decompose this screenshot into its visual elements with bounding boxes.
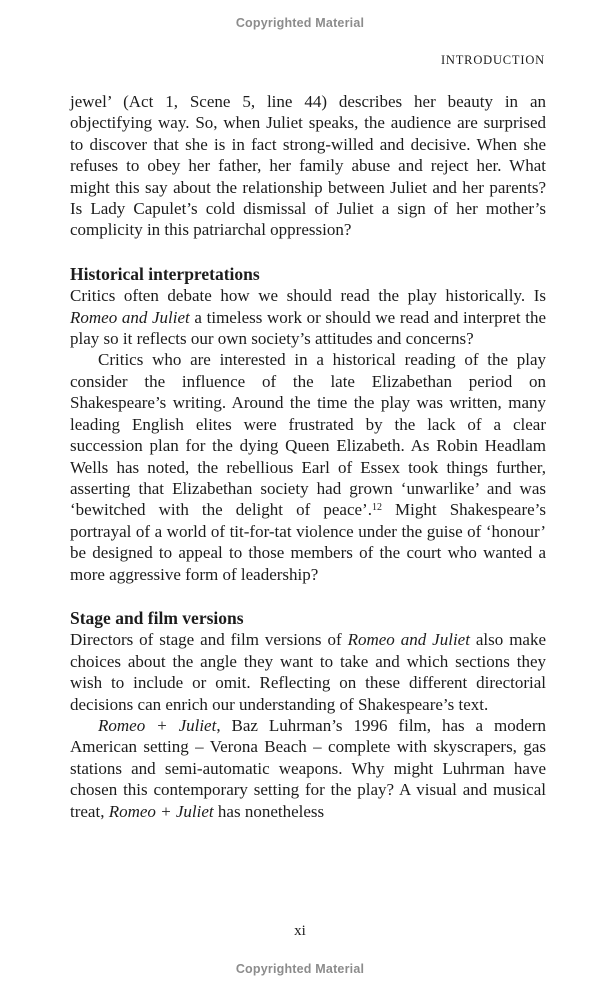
footnote-reference-12: 12	[371, 502, 382, 514]
page-body-text	[70, 91, 546, 822]
film-title-romeo-plus-juliet: Romeo + Juliet	[98, 715, 217, 735]
paragraph-text: Might Shakespeare’s portrayal of a world of tit-for-tat violence under the guise of ‘honour’ be designed to appeal to those members of the court who wanted a more aggressive form of leadership?	[70, 500, 546, 584]
section-heading-stage-and-film-versions: Stage and film versions	[70, 607, 244, 628]
running-head-introduction: INTRODUCTION	[440, 53, 545, 67]
copyright-notice-top: Copyrighted Material	[235, 16, 365, 30]
paragraph-text: Critics who are interested in a historical reading of the play consider the influence of the late Elizabethan period on Shakespeare’s writing. Around the time the play was written, many leading English elites were frustrated by the lack of a clear succession plan for the dying Queen Elizabeth. As Robin Headlam Wells has noted, the rebellious Earl of Essex took things further, asserting that Elizabethan society had grown ‘unwarlike’ and was ‘bewitched with the delight of peace’.	[70, 350, 546, 520]
paragraph-text: , Baz Luhrman’s 1996 film, has a modern American setting – Verona Beach – complete with skyscrapers, gas stations and semi-automatic weapons. Why might Luhrman have chosen this contemporary setting for the play? A visual and musical treat,	[70, 715, 546, 821]
paragraph-text: Critics often debate how we should read the play historically. Is	[70, 286, 546, 306]
page-number: xi	[294, 923, 306, 939]
paragraph-text: a timeless work or should we read and interpret the play so it reflects our own society’s attitudes and concerns?	[70, 307, 546, 349]
paragraph-text: jewel’ (Act 1, Scene 5, line 44) describes her beauty in an objectifying way. So, when Juliet speaks, the audience are surprised to discover that she is in fact strong-willed and decisive. When she refuses to obey her father, her family abuse and reject her. What might this say about the relationship between Juliet and her parents? Is Lady Capulet’s cold dismissal of Juliet a sign of her mother’s complicity in this patriarchal oppression?	[70, 92, 546, 240]
paragraph-text: has nonetheless	[213, 801, 325, 821]
book-title-romeo-and-juliet: Romeo and Juliet	[347, 630, 470, 650]
film-title-romeo-plus-juliet: Romeo + Juliet	[108, 801, 214, 821]
paragraph-luhrman-film	[70, 715, 546, 822]
paragraph-historical-intro	[70, 285, 546, 349]
section-heading-historical-interpretations: Historical interpretations	[70, 263, 260, 284]
paragraph-directors-choices	[70, 629, 546, 715]
copyright-notice-bottom: Copyrighted Material	[235, 962, 365, 976]
paragraph-historical-reading	[70, 349, 546, 584]
paragraph-text: Directors of stage and film versions of	[70, 630, 348, 650]
paragraph-juliet-continuation	[70, 91, 546, 241]
paragraph-text: also make choices about the angle they want to take and which sections they wish to include or omit. Reflecting on these different directorial decisions can enrich our understanding of Shakespeare’s text.	[70, 630, 547, 714]
book-title-romeo-and-juliet: Romeo and Juliet	[70, 307, 190, 327]
